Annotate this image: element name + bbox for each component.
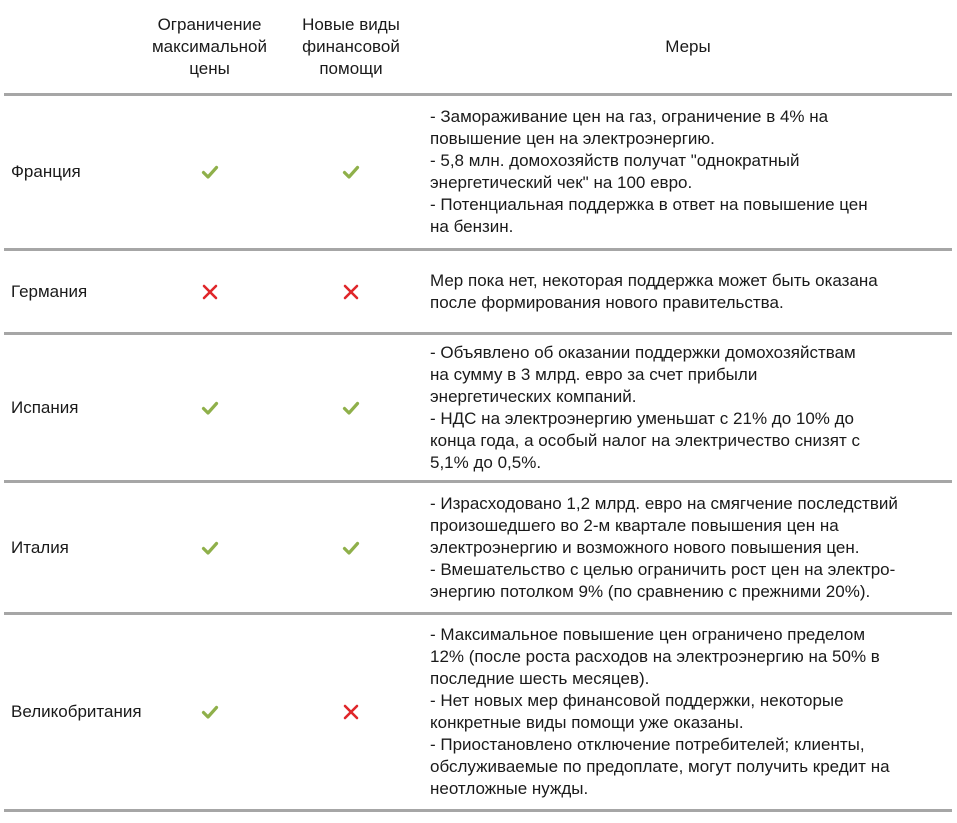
- measures-text: [424, 493, 952, 603]
- header-price-cap: Ограничение максимальной цены: [151, 14, 268, 78]
- table-header: [4, 0, 952, 96]
- measure-line: 12% (после роста расходов на электроэнергию на 50% в: [430, 647, 880, 666]
- measure-line: на бензин.: [430, 217, 514, 236]
- cross-icon: [341, 282, 361, 302]
- table-row: [4, 251, 952, 335]
- table-row: [4, 335, 952, 483]
- check-icon: [200, 538, 220, 558]
- measures-text: [424, 342, 952, 474]
- table-row: [4, 615, 952, 812]
- new-aid-status: [278, 538, 424, 558]
- measure-line: Мер пока нет, некоторая поддержка может быть оказана: [430, 270, 878, 290]
- check-icon: [200, 398, 220, 418]
- measure-line: энергию потолком 9% (по сравнению с прежними 20%).: [430, 581, 871, 601]
- price-cap-status: [141, 282, 278, 302]
- measure-line: - Максимальное повышение цен ограничено пределом: [430, 625, 866, 644]
- measure-line: обслуживаемые по предоплате, могут получить кредит на: [430, 757, 890, 776]
- new-aid-status: [278, 398, 424, 418]
- measure-line: энергетический чек" на 100 евро.: [430, 173, 693, 192]
- measure-line: неотложные нужды.: [430, 779, 589, 798]
- price-cap-status: [141, 702, 278, 722]
- check-icon: [200, 162, 220, 182]
- price-cap-status: [141, 162, 278, 182]
- table-row: [4, 483, 952, 615]
- measure-line: на сумму в 3 млрд. евро за счет прибыли: [430, 364, 758, 384]
- measure-line: энергетических компаний.: [430, 386, 637, 406]
- new-aid-status: [278, 702, 424, 722]
- measures-text: [424, 270, 952, 314]
- measure-line: последние шесть месяцев).: [430, 669, 650, 688]
- measure-line: - 5,8 млн. домохозяйств получат "однократный: [430, 151, 800, 170]
- price-cap-status: [141, 538, 278, 558]
- country-name: Франция: [11, 162, 81, 181]
- check-icon: [200, 702, 220, 722]
- measure-line: - НДС на электроэнергию уменьшат с 21% до 10% до: [430, 408, 854, 428]
- check-icon: [341, 162, 361, 182]
- measure-line: - Потенциальная поддержка в ответ на повышение цен: [430, 195, 868, 214]
- measure-line: электроэнергию и возможного нового повышения цен.: [430, 537, 860, 557]
- table-row: [4, 96, 952, 251]
- header-measures: Меры: [665, 36, 711, 56]
- header-new-aid: Новые виды финансовой помощи: [302, 14, 400, 78]
- cross-icon: [341, 702, 361, 722]
- measure-line: - Приостановлено отключение потребителей; клиенты,: [430, 735, 865, 754]
- measure-line: - Вмешательство с целью ограничить рост цен на электро-: [430, 559, 896, 579]
- measure-line: после формирования нового правительства.: [430, 292, 784, 312]
- measure-line: произошедшего во 2-м квартале повышения цен на: [430, 515, 839, 535]
- energy-measures-table: [4, 0, 952, 812]
- measure-line: конца года, а особый налог на электричество снизят с: [430, 430, 861, 450]
- cross-icon: [200, 282, 220, 302]
- measures-text: [424, 624, 952, 800]
- measure-line: 5,1% до 0,5%.: [430, 452, 542, 472]
- new-aid-status: [278, 162, 424, 182]
- country-name: Великобритания: [11, 702, 142, 721]
- price-cap-status: [141, 398, 278, 418]
- check-icon: [341, 538, 361, 558]
- country-name: Германия: [11, 281, 88, 301]
- country-name: Испания: [11, 397, 79, 417]
- measure-line: - Объявлено об оказании поддержки домохозяйствам: [430, 342, 856, 362]
- measures-text: [424, 106, 952, 238]
- new-aid-status: [278, 282, 424, 302]
- country-name: Италия: [11, 537, 69, 557]
- measure-line: - Израсходовано 1,2 млрд. евро на смягчение последствий: [430, 493, 898, 513]
- measure-line: - Нет новых мер финансовой поддержки, некоторые: [430, 691, 844, 710]
- measure-line: - Замораживание цен на газ, ограничение в 4% на: [430, 107, 829, 126]
- check-icon: [341, 398, 361, 418]
- measure-line: повышение цен на электроэнергию.: [430, 129, 715, 148]
- measure-line: конкретные виды помощи уже оказаны.: [430, 713, 744, 732]
